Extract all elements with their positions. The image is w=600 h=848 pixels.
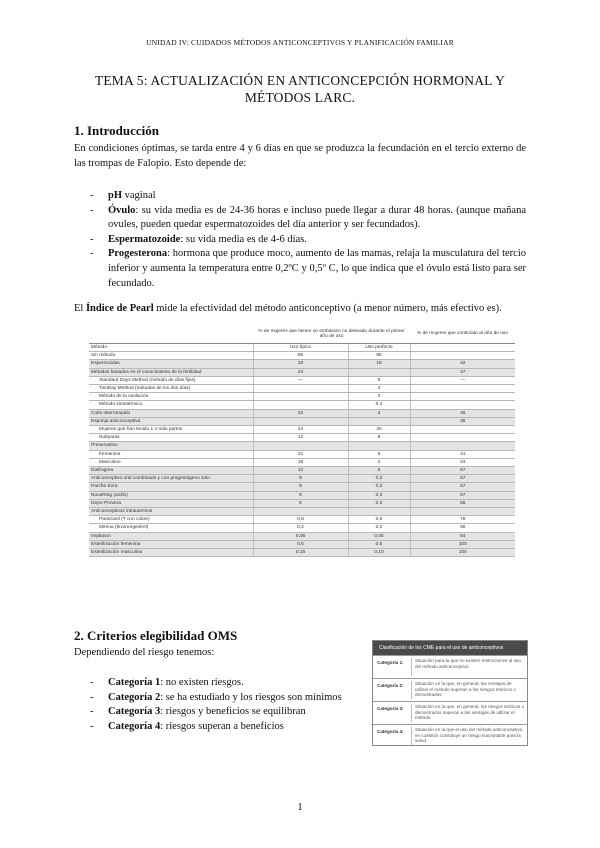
oms-intro: Dependiendo del riesgo tenemos:	[74, 647, 215, 658]
table-cell: 0,2	[348, 524, 410, 532]
table-cell: 9	[253, 491, 348, 499]
table-cell: Esterilización femenina	[89, 540, 253, 548]
table-cell: 0,3	[348, 483, 410, 491]
table-cell: 100	[410, 549, 515, 557]
table-header-method: Método	[89, 344, 253, 352]
table-row	[89, 516, 515, 524]
table-cell: 5	[348, 450, 410, 458]
table-cell: 22	[253, 409, 348, 417]
table-row	[89, 434, 515, 442]
table-cell: 85	[348, 352, 410, 360]
page-number: 1	[297, 801, 303, 813]
table-cell: 43	[410, 458, 515, 466]
table-cell: Métodos basados en el conocimiento de la fertilidad	[89, 368, 253, 376]
table-cell	[410, 426, 515, 434]
table-cell: 12	[253, 434, 348, 442]
page-title	[60, 72, 540, 106]
table-cell: 28	[253, 360, 348, 368]
table-cell: Sin método	[89, 352, 253, 360]
table-cell: 46	[410, 409, 515, 417]
table-row	[89, 417, 515, 425]
table-row	[89, 467, 515, 475]
table-cell	[410, 401, 515, 409]
table-cell: 5	[348, 376, 410, 384]
table-header-perfect: Uso perfecto	[348, 344, 410, 352]
table-cell: 67	[410, 475, 515, 483]
list-item: - Progesterona: hormona que produce moco, aumento de las mamas, relaja la musculatura del tercio inferior y aumenta la temperatura entre 0,2ºC y 0,5º C, lo que indica que el óvulo está listo para ser fecundado.	[88, 247, 526, 291]
table-cell: 0,2	[348, 499, 410, 507]
table-row	[89, 549, 515, 557]
table-cell: 67	[410, 491, 515, 499]
table-cell	[410, 393, 515, 401]
table-cell: 24	[253, 426, 348, 434]
table-cell: 0,05	[253, 532, 348, 540]
table-group-header: % de mujeres que tienen un embarazo no deseado durante el primer año de uso	[253, 325, 410, 344]
table-cell: Diafragma	[89, 467, 253, 475]
table-cell	[410, 508, 515, 516]
table-cell: Espermicidas	[89, 360, 253, 368]
table-cell: Anticonceptivo oral combinado y con progestágeno solo	[89, 475, 253, 483]
table-cell	[253, 508, 348, 516]
table-cell: —	[253, 376, 348, 384]
table-cell: 0,3	[348, 475, 410, 483]
intro-factor-list	[88, 189, 526, 291]
table-cell	[410, 385, 515, 393]
table-cell: 21	[253, 450, 348, 458]
table-row	[89, 532, 515, 540]
list-item: - Categoría 3: riesgos y beneficios se equilibran	[88, 705, 364, 720]
table-cell: 4	[348, 385, 410, 393]
table-cell: 6	[253, 499, 348, 507]
table-row	[89, 458, 515, 466]
page-header: UNIDAD IV: CUIDADOS MÉTODOS ANTICONCEPTIVOS Y PLANIFICACIÓN FAMILIAR	[146, 38, 454, 47]
table-row	[89, 385, 515, 393]
table-cell: 100	[410, 540, 515, 548]
table-header-typical: Uso típico	[253, 344, 348, 352]
table-cell: 56	[410, 499, 515, 507]
table-row	[89, 508, 515, 516]
table-row	[89, 491, 515, 499]
who-box-title: Clasificación de los CME para el uso de anticonceptivos	[373, 641, 527, 655]
table-cell: 0,5	[253, 540, 348, 548]
table-cell: 0,05	[348, 532, 410, 540]
table-cell: Nulíparas	[89, 434, 253, 442]
table-cell	[410, 352, 515, 360]
table-body	[89, 352, 515, 557]
table-row	[89, 352, 515, 360]
table-row	[89, 368, 515, 376]
table-cell: 2	[348, 458, 410, 466]
table-cell: —	[410, 376, 515, 384]
table-cell: Parche Evra	[89, 483, 253, 491]
list-item: - Categoría 4: riesgos superan a beneficios	[88, 720, 364, 735]
table-row	[89, 409, 515, 417]
table-cell	[348, 368, 410, 376]
table-cell: Esterilización masculina	[89, 549, 253, 557]
list-item: - Espermatozoide: su vida media es de 4-6 días.	[88, 233, 526, 248]
table-cell: 78	[410, 516, 515, 524]
pearl-index-table	[89, 325, 515, 557]
table-cell	[253, 401, 348, 409]
table-cell	[348, 442, 410, 450]
table-row	[89, 483, 515, 491]
table-cell: 12	[253, 467, 348, 475]
table-cell: Coito interrumpido	[89, 409, 253, 417]
table-row	[89, 450, 515, 458]
table-cell: 18	[253, 458, 348, 466]
table-cell	[410, 434, 515, 442]
table-cell	[253, 385, 348, 393]
oms-section	[74, 628, 364, 734]
table-cell	[253, 417, 348, 425]
table-row	[89, 401, 515, 409]
table-cell: 3	[348, 393, 410, 401]
table-cell: 9	[253, 475, 348, 483]
table-cell	[253, 393, 348, 401]
who-category-row: Categoría 1: Situación para la que no existen restricciones al uso del método anticonceptivo.	[373, 655, 527, 678]
table-cell: 80	[410, 524, 515, 532]
table-cell: Anticonceptivos intrauterinos	[89, 508, 253, 516]
table-cell: 0,15	[253, 549, 348, 557]
table-cell: 0,10	[348, 549, 410, 557]
table-row	[89, 393, 515, 401]
table-row	[89, 442, 515, 450]
list-item: - pH vaginal	[88, 189, 526, 204]
table-row	[89, 426, 515, 434]
table-cell: 0,8	[253, 516, 348, 524]
table-cell: Método de la ovulación	[89, 393, 253, 401]
table-row	[89, 376, 515, 384]
table-cell: 0,5	[348, 540, 410, 548]
table-cell	[410, 442, 515, 450]
table-row	[89, 360, 515, 368]
table-cell: Mujeres que han tenido 1 o más partos	[89, 426, 253, 434]
table-cell	[348, 417, 410, 425]
table-cell: Masculino	[89, 458, 253, 466]
who-category-row: Categoría 4: Situación en la que el uso del método anticonceptivo en cuestión constituye un riesgo inaceptable para la salud.	[373, 724, 527, 746]
table-cell: ParaGard (T con cobre)	[89, 516, 253, 524]
table-cell: Depo-Provera	[89, 499, 253, 507]
table-cell: Femenino	[89, 450, 253, 458]
oms-heading: 2. Criterios elegibilidad OMS	[74, 628, 238, 643]
table-cell	[253, 442, 348, 450]
table-cell: 4	[348, 409, 410, 417]
list-item: - Categoría 1: no existen riesgos.	[88, 676, 364, 691]
table-cell: 57	[410, 467, 515, 475]
table-cell: Implanon	[89, 532, 253, 540]
table-row	[89, 524, 515, 532]
table-cell: 47	[410, 368, 515, 376]
table-row	[89, 475, 515, 483]
table-cell: 84	[410, 532, 515, 540]
list-item: - Óvulo: su vida media es de 24-36 horas e incluso puede llegar a durar 48 horas. (aunque mañana ovules, pueden quedar espermatozoides del día anterior y ser fecundados).	[88, 204, 526, 233]
title-line-2: MÉTODOS LARC.	[244, 90, 356, 105]
table-cell: TwoDay Method (métodos de los dos días)	[89, 385, 253, 393]
pearl-index-paragraph: El Índice de Pearl mide la efectividad del método anticonceptivo (a menor número, más efectivo es).	[74, 303, 502, 315]
table-cell: Preservativo	[89, 442, 253, 450]
table-cell: 85	[253, 352, 348, 360]
table-row	[89, 499, 515, 507]
title-line-1: TEMA 5: ACTUALIZACIÓN EN ANTICONCEPCIÓN HORMONAL Y	[94, 73, 506, 88]
intro-paragraph: En condiciones óptimas, se tarda entre 4 y 6 días en que se produzca la fecundación en el tercio externo de las trompas de Falopio. Esto depende de:	[74, 143, 526, 169]
table-cell: 9	[253, 483, 348, 491]
table-cell: NuvaRing (anillo)	[89, 491, 253, 499]
list-item: - Categoría 2: se ha estudiado y los riesgos son mínimos	[88, 691, 364, 706]
table-cell: Mirena (levonorgestrel)	[89, 524, 253, 532]
table-cell: 24	[253, 368, 348, 376]
table-cell: 0,6	[348, 516, 410, 524]
table-header-continue: % de mujeres que continúan al año de uso	[410, 325, 515, 344]
table-cell: 20	[348, 426, 410, 434]
table-cell: 9	[348, 434, 410, 442]
table-cell: Standard Days Method (método de días fijos)	[89, 376, 253, 384]
table-cell: 67	[410, 483, 515, 491]
table-row	[89, 540, 515, 548]
table-cell: 18	[348, 360, 410, 368]
table-cell: 41	[410, 450, 515, 458]
table-cell: 0,4	[348, 401, 410, 409]
table-cell: 42	[410, 360, 515, 368]
table-cell: Esponja anticonceptiva	[89, 417, 253, 425]
table-cell: 0,2	[253, 524, 348, 532]
table-cell: Método sintotérmico	[89, 401, 253, 409]
table-cell: 36	[410, 417, 515, 425]
oms-category-list	[88, 676, 364, 734]
who-category-row: Categoría 2: Situación en la que, en general, las ventajas de utilizar el método superan a los riesgos teóricos o demostrados.	[373, 678, 527, 701]
table-cell: 6	[348, 467, 410, 475]
table-cell	[348, 508, 410, 516]
intro-heading: 1. Introducción	[74, 123, 159, 138]
intro-section	[74, 123, 526, 316]
who-classification-box	[372, 640, 528, 746]
table-cell: 0,3	[348, 491, 410, 499]
who-category-row: Categoría 3: Situación en la que, en general, los riesgos teóricos o demostrados superan a las ventajas de utilizar el método.	[373, 701, 527, 724]
